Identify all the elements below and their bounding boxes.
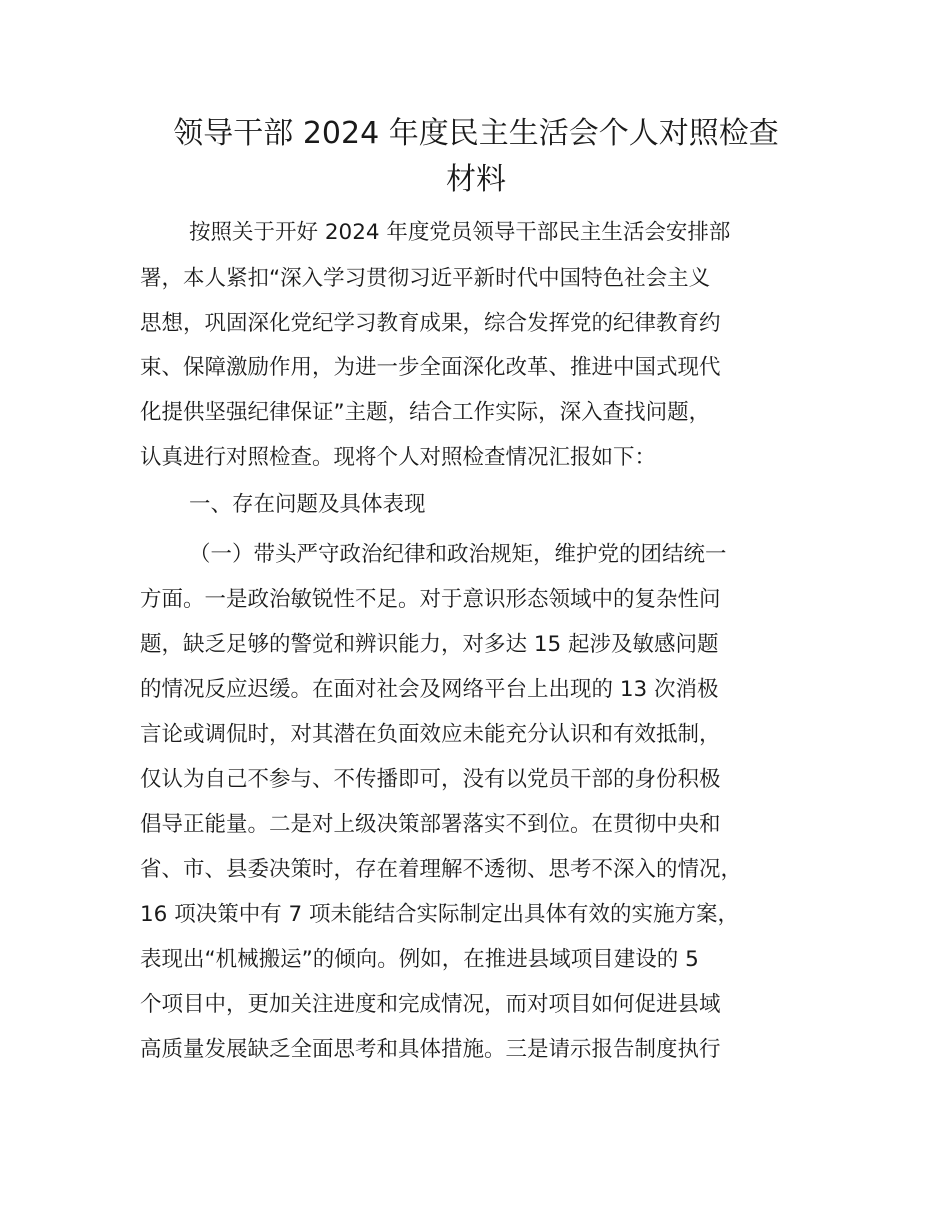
body-paragraph-line: 题，缺乏足够的警觉和辨识能力，对多达 15 起涉及敏感问题: [140, 632, 719, 657]
body-paragraph-line: 表现出“机械搬运”的倾向。例如，在推进县域项目建设的 5: [140, 947, 699, 972]
body-paragraph-line: 16 项决策中有 7 项未能结合实际制定出具体有效的实施方案，: [140, 902, 740, 927]
intro-paragraph-line: 思想，巩固深化党纪学习教育成果，综合发挥党的纪律教育约: [140, 311, 721, 336]
section-heading: 一、存在问题及具体表现: [189, 492, 426, 517]
body-paragraph-line: 倡导正能量。二是对上级决策部署落实不到位。在贯彻中央和: [140, 812, 721, 837]
intro-paragraph-line: 认真进行对照检查。现将个人对照检查情况汇报如下：: [140, 445, 657, 470]
body-paragraph-line: 方面。一是政治敏锐性不足。对于意识形态领域中的复杂性问: [140, 587, 721, 612]
intro-paragraph-line: 束、保障激励作用，为进一步全面深化改革、推进中国式现代: [140, 355, 721, 380]
body-paragraph-line: 高质量发展缺乏全面思考和具体措施。三是请示报告制度执行: [140, 1037, 721, 1062]
body-paragraph-line: 言论或调侃时，对其潜在负面效应未能充分认识和有效抵制，: [140, 722, 721, 747]
body-paragraph-line: （一）带头严守政治纪律和政治规矩，维护党的团结统一: [189, 542, 727, 567]
body-paragraph-line: 的情况反应迟缓。在面对社会及网络平台上出现的 13 次消极: [140, 677, 719, 702]
intro-paragraph-line: 按照关于开好 2024 年度党员领导干部民主生活会安排部: [189, 220, 731, 245]
body-paragraph-line: 个项目中，更加关注进度和完成情况，而对项目如何促进县域: [140, 992, 721, 1017]
document-title-line-2: 材料: [446, 162, 506, 197]
intro-paragraph-line: 化提供坚强纪律保证”主题，结合工作实际，深入查找问题，: [140, 400, 711, 425]
body-paragraph-line: 仅认为自己不参与、不传播即可，没有以党员干部的身份积极: [140, 767, 721, 792]
document-title-line-1: 领导干部 2024 年度民主生活会个人对照检查: [173, 116, 779, 151]
body-paragraph-line: 省、市、县委决策时，存在着理解不透彻、思考不深入的情况，: [140, 857, 743, 882]
intro-paragraph-line: 署，本人紧扣“深入学习贯彻习近平新时代中国特色社会主义: [140, 266, 711, 291]
